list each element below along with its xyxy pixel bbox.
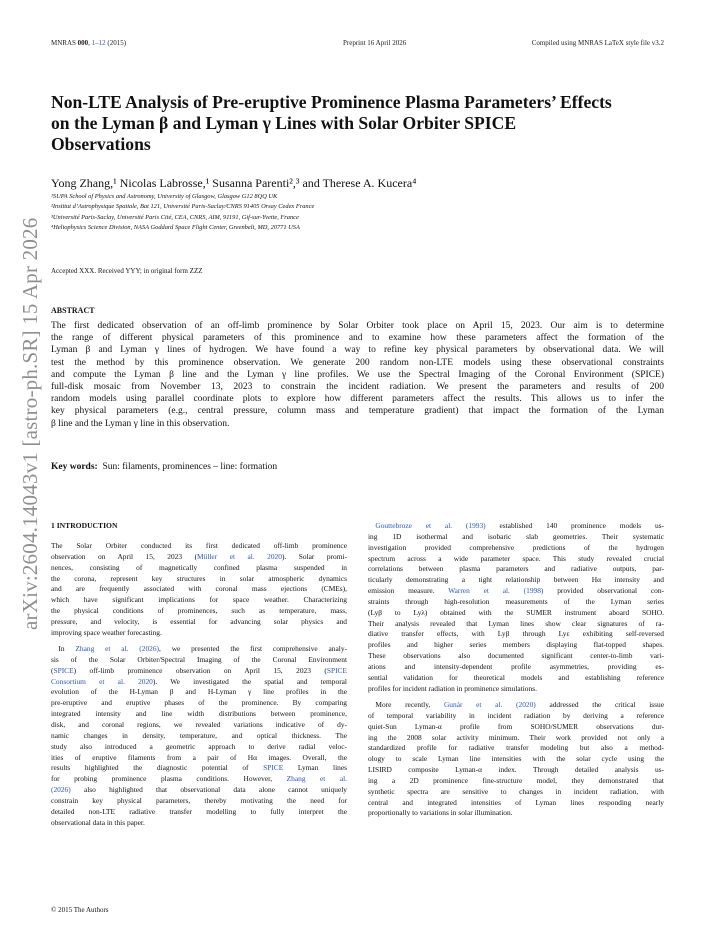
abstract-line: the range of different physical parameters of this prominence and to examine how these parameters affect the formation of the xyxy=(51,333,664,344)
body-text-line: ology to scale Lyman line intensities with the solar cycle using the xyxy=(368,754,664,764)
affiliation: ¹SUPA School of Physics and Astronomy, University of Glasgow, Glasgow G12 8QQ UK xyxy=(51,193,278,200)
acceptance-note: Accepted XXX. Received YYY; in original form ZZZ xyxy=(51,267,203,275)
abstract-body xyxy=(51,320,664,430)
body-text-line: profiles for incident radiation in prominence simulations. xyxy=(368,683,537,693)
section-heading: 1 INTRODUCTION xyxy=(51,521,118,530)
body-text-line: study also introduced a geometric approach to derive radial veloc- xyxy=(51,741,347,751)
body-text-line: investigation provided comprehensive predictions of the hydrogen xyxy=(368,542,664,552)
arxiv-stamp: arXiv:2604.14043v1 [astro-ph.SR] 15 Apr 2026 xyxy=(18,217,42,630)
body-text-line: Their analysis revealed that Lyman lines show clear signatures of ra- xyxy=(368,618,664,628)
citation-link[interactable]: Zhang et al. (2026) xyxy=(75,644,160,654)
left-column xyxy=(51,521,347,828)
keywords xyxy=(51,462,277,472)
body-text-line: (Lyβ to Lyλ) obtained with the SUMER instrument aboard SOHO. xyxy=(368,607,664,617)
affiliation: ⁴Heliophysics Science Division, NASA Goddard Space Flight Center, Greenbelt, MD, 20771 USA xyxy=(51,224,300,232)
body-text-line: the physical conditions of prominences, such as temperature, mass, xyxy=(51,606,347,616)
affiliation: ³Université Paris-Saclay, Université Paris Cité, CEA, CNRS, AIM, 91191, Gif-sur-Yvette, France xyxy=(51,213,299,221)
compiled-note: Compiled using MNRAS LaTeX style file v3.2 xyxy=(531,39,664,47)
body-text-line: diative transfer effects, with Lyβ through Lyε exhibiting self-reversed xyxy=(368,629,664,639)
affiliations xyxy=(51,192,314,234)
body-text-line: (SPICE) off-limb prominence observation on April 15, 2023 (SPICE xyxy=(51,665,347,675)
running-header-journal: MNRAS 000, 1–12 (2015) xyxy=(51,39,127,47)
body-text-line: ing 1D isothermal and isobaric slab geometries. Their systematic xyxy=(368,531,664,541)
keywords-text: Sun: filaments, prominences – line: formation xyxy=(102,462,278,472)
body-text-line: emission measure. Warren et al. (1998) provided observational con- xyxy=(368,586,664,596)
citation-link[interactable]: SPICE xyxy=(326,665,347,675)
body-text-line: results highlighted the diagnostic potential of SPICE Lyman lines xyxy=(51,763,347,773)
journal-name: MNRAS xyxy=(51,39,76,47)
body-text-line: In Zhang et al. (2026), we presented the first comprehensive analy- xyxy=(51,644,347,654)
title-line: Non-LTE Analysis of Pre-eruptive Prominence Plasma Parameters’ Effects xyxy=(51,92,612,112)
abstract-line: Lyman β and Lyman γ lines of hydrogen. We have found a way to refine key physical parameters by observational data. We will xyxy=(51,345,664,356)
body-text-line: and are frequently associated with coronal mass ejections (CMEs), xyxy=(51,584,347,594)
abstract-line: random models using parallel coordinate plots to explore how different parameters affect the results. This allows us to infer the xyxy=(51,394,664,405)
body-text-line: for probing prominence plasma conditions. However, Zhang et al. xyxy=(51,774,348,784)
body-text-line: The Solar Orbiter conducted its first dedicated off-limb prominence xyxy=(51,541,347,550)
body-text-line: pre-eruptive and eruptive phases of the prominence. By comparing xyxy=(51,698,347,708)
body-text-line: central and integrated intensities of Lyman lines responding nearly xyxy=(368,797,664,807)
body-text-line: Consortium et al. 2020). We investigated the spatial and temporal xyxy=(51,676,347,686)
body-text-line: of temporal variability in incident radiation by deriving a reference xyxy=(368,710,664,720)
body-text-line: More recently, Gunár et al. (2020) addressed the critical issue xyxy=(368,700,665,709)
body-text-line: LISIRD composite Lyman-α index. Through detailed analysis us- xyxy=(368,765,664,775)
body-text-line: namic changes in density, temperature, and optical thickness. The xyxy=(51,730,347,740)
body-text-line: evolution of the H-Lyman β and H-Lyman γ line profiles in the xyxy=(51,687,347,697)
body-text-line: ing a 2D prominence fine-structure model, they demonstrated that xyxy=(368,775,664,785)
body-text-line: standardized profile for radiative transfer modeling but also a method- xyxy=(368,743,664,753)
citation-link[interactable]: Müller et al. 2020 xyxy=(197,551,282,561)
body-text-line: (2026) also highlighted that observational data alone cannot uniquely xyxy=(51,785,347,795)
copyright: © 2015 The Authors xyxy=(51,906,109,914)
body-text-line: These observations also documented significant center-to-limb vari- xyxy=(368,651,664,661)
citation-link[interactable]: Gunár et al. (2020) xyxy=(443,700,536,709)
body-text-line: spectrum across a wide parameter space. This study revealed crucial xyxy=(368,553,664,563)
body-text-line: synthetic spectra are sensitive to changes in incident radiation, with xyxy=(368,786,664,796)
body-text-line: nences, consisting of magnetically confined plasma suspended in xyxy=(51,562,347,572)
body-text-line: quiet-Sun Lyman-α profile from SOHO/SUMER observations dur- xyxy=(368,721,664,731)
year: (2015) xyxy=(107,39,127,47)
preprint-date: Preprint 16 April 2026 xyxy=(343,39,407,47)
citation-link[interactable]: Consortium et al. 2020 xyxy=(51,676,153,686)
body-text-line: correlations between plasma parameters and radiative outputs, par- xyxy=(368,564,664,574)
citation-link[interactable]: SPICE xyxy=(263,763,284,773)
title-line: on the Lyman β and Lyman γ Lines with Solar Orbiter SPICE xyxy=(51,113,517,133)
body-text-line: ations and intensity-dependent profile asymmetries, providing es- xyxy=(368,661,664,671)
body-text-line: disk, and coronal regions, we revealed variations indicative of dy- xyxy=(51,720,347,729)
abstract-line: β line and the Lyman γ line in this observation. xyxy=(51,418,230,429)
abstract-line: key physical parameters (e.g., central pressure, column mass and temperature gradient) that impact the formation of the Lyman xyxy=(51,406,664,417)
body-text-line: improving space weather forecasting. xyxy=(51,627,162,637)
body-text-line: integrated intensity and line width distributions between prominence, xyxy=(51,709,347,719)
body-text-line: observation on April 15, 2023 (Müller et al. 2020). Solar promi- xyxy=(51,551,347,561)
body-text-line: observational data in this paper. xyxy=(51,817,145,827)
page-range-link[interactable]: 1–12 xyxy=(91,39,106,47)
body-text-line: ities of eruptive filaments from a pair of Hα images. Overall, the xyxy=(51,752,347,762)
citation-link[interactable]: Zhang et al. xyxy=(286,774,348,784)
citation-link[interactable]: Gouttebroze et al. (1993) xyxy=(375,521,486,530)
citation-link[interactable]: (2026) xyxy=(51,785,71,795)
body-text-line: profiles and higher series members displaying flat-topped shapes. xyxy=(368,640,664,650)
abstract-line: The first dedicated observation of an off-limb prominence by Solar Orbiter took place on April 15, 2023. Our aim is to determine xyxy=(51,321,664,331)
keywords-label: Key words: xyxy=(51,462,98,472)
paper-title xyxy=(51,92,681,155)
author-list: Yong Zhang,¹ Nicolas Labrosse,¹ Susanna Parenti²,³ and Therese A. Kucera⁴ xyxy=(51,176,417,190)
body-text-line: straints through high-resolution measurements of the Lyman series xyxy=(368,596,664,606)
body-text-line: detailed non-LTE radiative transfer modelling to fully interpret the xyxy=(51,806,347,816)
abstract-line: and compute the Lyman β line and the Lyman γ line profiles. We use the Spectral Imaging of the Coronal Environment (SPICE) xyxy=(51,369,664,380)
citation-link[interactable]: Warren et al. (1998) xyxy=(448,586,544,596)
affiliation: ²Institut d’Astrophysique Spatiale, Bat 121, Université Paris-Saclay/CNRS 91405 Orsay Cedex France xyxy=(51,203,315,211)
body-text-line: ing the 2008 solar activity minimum. Their work provided not only a xyxy=(368,732,664,742)
volume-number: 000 xyxy=(77,39,89,47)
body-text-line: sential validation for theoretical models and establishing reference xyxy=(368,672,664,682)
body-text-line: which have significant implications for space weather. Characterizing xyxy=(51,595,347,605)
body-text-line: pressure, and velocity, is essential for advancing solar physics and xyxy=(51,616,347,626)
body-text-line: constrain key physical parameters, thereby motivating the need for xyxy=(51,795,347,805)
body-text-line: the corona, represent key structures in solar atmospheric dynamics xyxy=(51,573,347,583)
body-text-line: Gouttebroze et al. (1993) established 140 prominence models us- xyxy=(375,521,664,530)
abstract-heading: ABSTRACT xyxy=(51,306,95,315)
body-text-line: sis of the Solar Orbiter/Spectral Imaging of the Coronal Environment xyxy=(51,654,347,664)
abstract-line: full-disk mosaic from November 13, 2023 to constrain the incident radiation. We present the parameters and results of 200 xyxy=(51,381,664,392)
body-text-line: proportionally to variations in solar illumination. xyxy=(368,808,513,818)
body-text-line: ticularly demonstrating a tight relationship between Hα intensity and xyxy=(368,575,664,585)
right-column xyxy=(368,521,664,819)
abstract-line: test the method by this prominence observation. We generate 200 random non-LTE models using these observational constraints xyxy=(51,357,664,368)
citation-link[interactable]: SPICE xyxy=(53,665,74,675)
title-line: Observations xyxy=(51,134,151,154)
